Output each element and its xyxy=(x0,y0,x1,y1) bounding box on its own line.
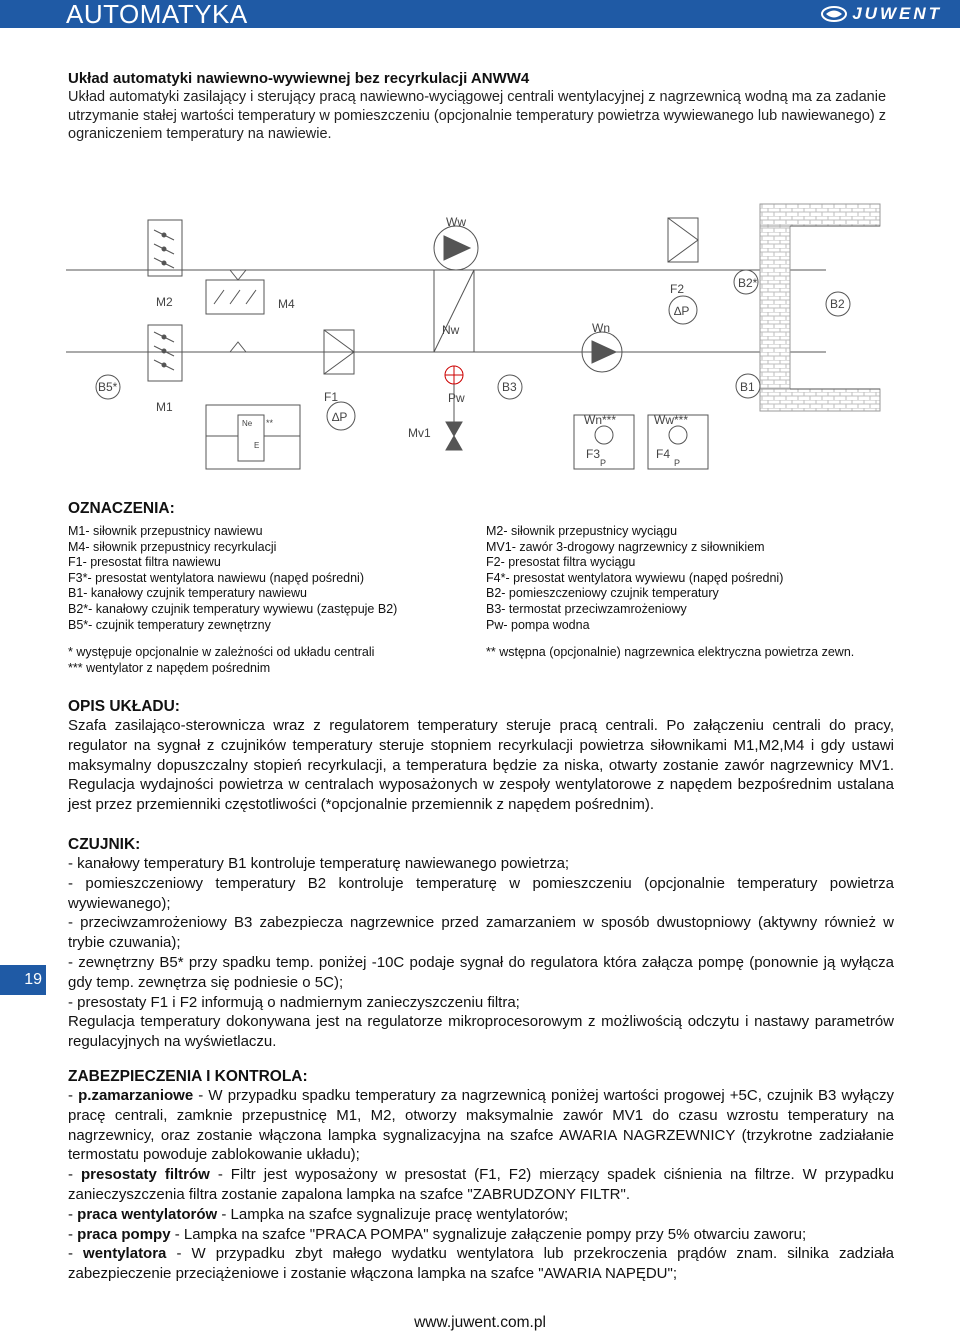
opis-text: Szafa zasilająco-sterownicza wraz z regulatorem temperatury steruje pracą centrali. Po załączeniu centrali do pracy, regulator na sygnał z czujników temperatury steruje stopniem recyrkulacji powietrza siłownikami M1,M2,M4 i gdy ustawi maksymalny dopuszczalny stopień recyrkulacji, a temperatura będzie za niska, otwarty zostanie zawór nagrzewnicy MV1. Regulacja wydajności powietrza w centralach wyposażonych w zespoły wentylatorowe z napędem bezpośrednim ustalana jest przez przemienniki częstotliwości (*opcjonalnie przemiennik z napędem pośrednim). xyxy=(68,717,894,814)
legend-item: F3*- presostat wentylatora nawiewu (napęd pośredni) xyxy=(68,570,364,585)
label-p4: P xyxy=(674,458,681,468)
label-wn3: Wn*** xyxy=(584,413,617,427)
label-nw: Nw xyxy=(442,323,460,337)
page-number: 19 xyxy=(0,965,46,995)
label-dp2: ∆P xyxy=(674,304,690,318)
legend-item: MV1- zawór 3-drogowy nagrzewnicy z siłownikiem xyxy=(486,539,765,554)
legend-note: * występuje opcjonalnie w zależności od układu centrali xyxy=(68,645,375,660)
label-f4: F4 xyxy=(656,447,671,461)
label-pw: Pw xyxy=(448,391,465,405)
legend-item: F4*- presostat wentylatora wywiewu (napęd pośredni) xyxy=(486,570,784,585)
label-b5: B5* xyxy=(98,380,118,394)
legend-item: M4- siłownik przepustnicy recyrkulacji xyxy=(68,539,277,554)
label-p3: P xyxy=(600,458,607,468)
label-ww: Ww xyxy=(446,215,466,229)
filter-f2 xyxy=(668,218,698,262)
legend-item: B5*- czujnik temperatury zewnętrzny xyxy=(68,617,271,632)
legend-title: OZNACZENIA: xyxy=(68,500,175,517)
intro-block xyxy=(68,70,894,144)
legend-left-col xyxy=(68,524,486,633)
czujnik-line: - przeciwzamrożeniowy B3 zabezpiecza nagrzewnice przed zamarzaniem w sposób dwustopniowy (aktywny również w trybie czuwania); xyxy=(68,914,894,952)
label-f1: F1 xyxy=(324,390,339,404)
legend-note: ** wstępna (opcjonalnie) nagrzewnica elektryczna powietrza zewn. xyxy=(486,645,855,660)
legend-note: *** wentylator z napędem pośrednim xyxy=(68,660,271,675)
legend-item: M2- siłownik przepustnicy wyciągu xyxy=(486,524,678,538)
czujnik-line: - zewnętrzny B5* przy spadku temp. poniżej -10C podaje sygnał do regulatora która załącza pompę (ponownie ją wyłącza gdy temp. zewnętrza się podniesie o 5C); xyxy=(68,953,894,991)
legend-item: M1- siłownik przepustnicy nawiewu xyxy=(68,524,263,538)
label-b3: B3 xyxy=(502,380,517,394)
label-m1: M1 xyxy=(156,400,173,414)
label-ww3: Ww*** xyxy=(654,413,689,427)
wall-top xyxy=(760,204,880,226)
label-m4: M4 xyxy=(278,297,295,311)
legend-right-col xyxy=(486,524,894,633)
label-mv1: Mv1 xyxy=(408,426,431,440)
czujnik-title: CZUJNIK: xyxy=(68,836,141,853)
footer-url[interactable]: www.juwent.com.pl xyxy=(414,1314,546,1331)
label-b2: B2 xyxy=(830,297,845,311)
legend-block xyxy=(68,500,894,676)
label-m2: M2 xyxy=(156,295,173,309)
opis-section xyxy=(68,697,894,815)
label-b1: B1 xyxy=(740,380,755,394)
czujnik-line: - pomieszczeniowy temperatury B2 kontroluje temperaturę w pomieszczeniu (opcjonalnie temperatury powietrza wywiewanego); xyxy=(68,874,894,912)
label-ne: Ne xyxy=(242,419,253,428)
wall-left xyxy=(760,204,790,409)
legend-item: B2*- kanałowy czujnik temperatury wywiewu (zastępuje B2) xyxy=(68,601,398,616)
opis-title: OPIS UKŁADU: xyxy=(68,698,180,715)
czujnik-section xyxy=(68,835,894,1052)
czujnik-line: - presostaty F1 i F2 informują o nadmiernym zanieczyszczeniu filtra; xyxy=(68,993,520,1011)
czujnik-line: - kanałowy temperatury B1 kontroluje temperaturę nawiewanego powietrza; xyxy=(68,855,570,872)
page-title: AUTOMATYKA xyxy=(66,0,248,29)
label-f2: F2 xyxy=(670,282,685,296)
zabezpieczenia-section xyxy=(68,1067,894,1284)
legend-item: Pw- pompa wodna xyxy=(486,617,590,632)
zab-item: - wentylatora - W przypadku zbyt małego wydatku wentylatora lub przekroczenia prądów znam. silnika zadziała zabezpieczenie przeciążeniowe i zostanie włączona lampka na szafce "AWARIA NAPĘDU"; xyxy=(68,1245,894,1283)
legend-item: B1- kanałowy czujnik temperatury nawiewu xyxy=(68,586,307,601)
section-heading: Układ automatyki nawiewno-wywiewnej bez recyrkulacji ANWW4 xyxy=(68,70,530,87)
label-b2star: B2* xyxy=(738,276,758,290)
czujnik-line: Regulacja temperatury dokonywana jest na regulatorze mikroprocesorowym z możliwością odczytu i nastawy parametrów regulacyjnych na wyświetlaczu. xyxy=(68,1013,894,1051)
zab-item: - p.zamarzaniowe - W przypadku spadku temperatury za nagrzewnicą poniżej wartości progowej +5C, czujnik B3 wyłączy pracę centrali, zamknie przepustnicę M1, M2, otworzy maksymalnie zawór MV1 do czasu wzrostu temperatury na nagrzewnicy, oraz zostanie włączona lampka sygnalizacyjna na szafce AWARIA NAGRZEWNICY (trzykrotne zadziałanie termostatu powoduje zablokowanie układu); xyxy=(68,1087,894,1164)
label-e: E xyxy=(254,441,260,450)
brand-logo xyxy=(820,3,942,25)
brand-name: JUWENT xyxy=(852,4,942,23)
header-bar xyxy=(0,0,960,28)
legend-item: B3- termostat przeciwzamrożeniowy xyxy=(486,601,687,616)
intro-text: Układ automatyki zasilający i sterujący pracą nawiewno-wyciągowej centrali wentylacyjnej z nagrzewnicą wodną ma za zadanie utrzymanie stałej wartości temperatury w pomieszczeniu (opcjonalnie temperatury powietrza wywiewanego lub nawiewanego) z ograniczeniem temperatury na nawiewie. xyxy=(68,89,887,142)
zab-item: - presostaty filtrów - Filtr jest wyposażony w presostat (F1, F2) mierzący spadek ciśnienia na filtrze. W przypadku zanieczyszczenia filtra zostanie zapalona lampka na szafce "ZABRUDZONY FILTR". xyxy=(68,1166,894,1203)
juwent-logo-icon xyxy=(820,5,848,23)
label-wn: Wn xyxy=(592,321,610,335)
zab-item: - praca wentylatorów - Lampka na szafce sygnalizuje pracę wentylatorów; xyxy=(68,1205,569,1223)
zab-item: - praca pompy - Lampka na szafce "PRACA POMPA" sygnalizuje załączenie pompy przy 5% otwarciu zaworu; xyxy=(68,1225,807,1243)
wall-bottom xyxy=(760,389,880,411)
legend-item: F1- presostat filtra nawiewu xyxy=(68,555,221,570)
legend-item: B2- pomieszczeniowy czujnik temperatury xyxy=(486,586,719,601)
legend-item: F2- presostat filtra wyciągu xyxy=(486,555,636,570)
label-dp1: ∆P xyxy=(332,410,348,424)
automation-diagram xyxy=(66,200,896,480)
zab-title: ZABEZPIECZENIA I KONTROLA: xyxy=(68,1068,308,1085)
label-f3: F3 xyxy=(586,447,601,461)
label-star2: ** xyxy=(266,418,274,428)
